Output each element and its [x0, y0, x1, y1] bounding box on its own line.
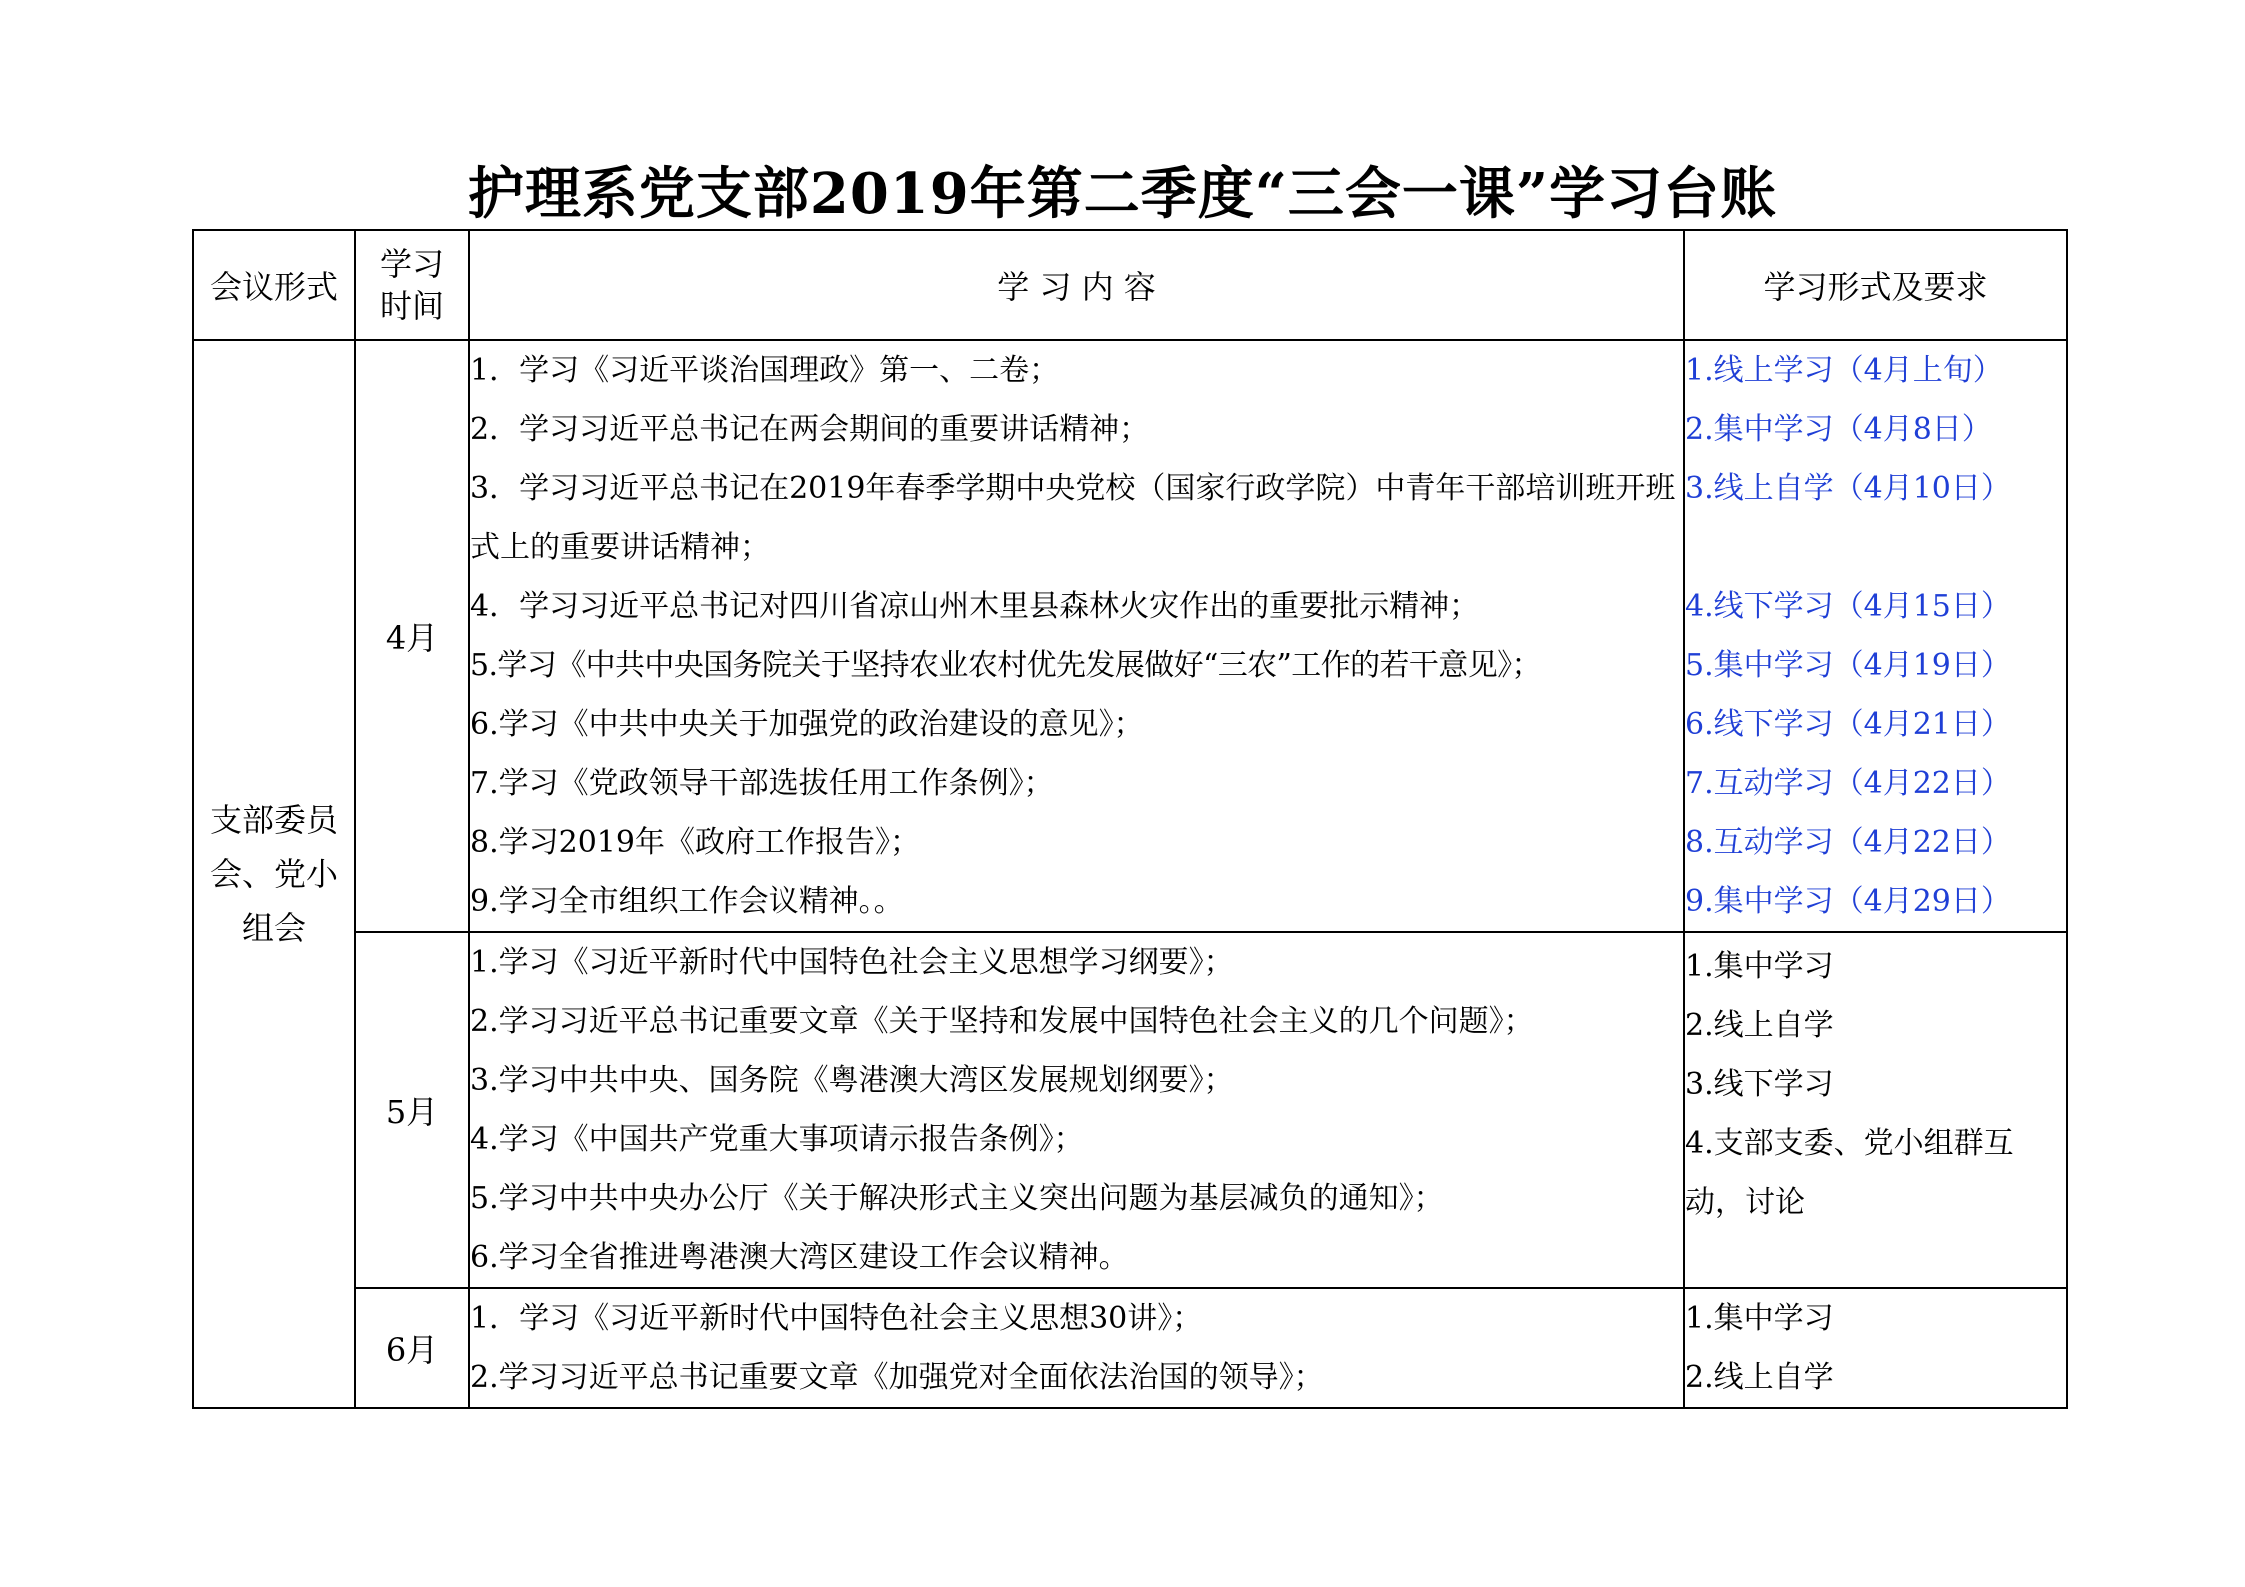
april-row: [193, 340, 2067, 932]
header-meeting-type: 会议形式: [193, 230, 355, 340]
header-time-line1: 学习: [379, 245, 444, 283]
content-item: 1．学习《习近平谈治国理政》第一、二卷；: [470, 353, 1060, 388]
content-item: 2.学习习近平总书记重要文章《加强党对全面依法治国的领导》；: [470, 1360, 1324, 1395]
form-item: 4.支部支委、党小组群互动，讨论: [1685, 1126, 2014, 1220]
page-title: 护理系党支部2019年第二季度“三会一课”学习台账: [467, 161, 1778, 227]
header-study-time: [355, 230, 469, 340]
form-item: 3.线下学习: [1685, 1067, 1834, 1102]
june-row: [193, 1288, 2067, 1408]
content-cell-june: [469, 1288, 1684, 1408]
form-item: 1.集中学习: [1685, 949, 1834, 984]
form-item: 5.集中学习（4月19日）: [1685, 648, 2011, 683]
month-cell-june: 6月: [355, 1288, 469, 1408]
may-row: [193, 932, 2067, 1288]
content-item: 8.学习2019年《政府工作报告》；: [470, 825, 920, 860]
header-content: 学 习 内 容: [469, 230, 1684, 340]
meeting-type-line: 会、党小: [209, 855, 338, 893]
meeting-type-cell: [193, 340, 355, 1408]
form-cell-april: [1684, 340, 2067, 932]
form-item: 8.互动学习（4月22日）: [1685, 825, 2011, 860]
form-item: 2.线上自学: [1685, 1008, 1834, 1043]
content-item: 2．学习习近平总书记在两会期间的重要讲话精神；: [470, 412, 1150, 447]
form-item: 2.线上自学: [1685, 1360, 1834, 1395]
form-item: 1.线上学习（4月上旬）: [1685, 353, 2003, 388]
header-row: [193, 230, 2067, 340]
header-form: 学习形式及要求: [1684, 230, 2067, 340]
content-item: 4.学习《中国共产党重大事项请示报告条例》；: [470, 1122, 1084, 1157]
form-item: 9.集中学习（4月29日）: [1685, 884, 2011, 919]
form-item: 4.线下学习（4月15日）: [1685, 589, 2011, 624]
content-item: 7.学习《党政领导干部选拔任用工作条例》；: [470, 766, 1054, 801]
form-item: 1.集中学习: [1685, 1301, 1834, 1336]
meeting-type-line: 组会: [241, 909, 306, 947]
content-item: 3．学习习近平总书记在2019年春季学期中央党校（国家行政学院）中青年干部培训班开班式上的重要讲话精神；: [470, 471, 1676, 565]
content-item: 6.学习《中共中央关于加强党的政治建设的意见》；: [470, 707, 1144, 742]
form-cell-june: [1684, 1288, 2067, 1408]
form-item: 7.互动学习（4月22日）: [1685, 766, 2011, 801]
content-item: 6.学习全省推进粤港澳大湾区建设工作会议精神。: [470, 1240, 1129, 1275]
form-item: 3.线上自学（4月10日）: [1685, 471, 2011, 506]
form-cell-may: [1684, 932, 2067, 1288]
content-item: 1.学习《习近平新时代中国特色社会主义思想学习纲要》；: [470, 945, 1234, 980]
month-cell-april: 4月: [355, 340, 469, 932]
form-item: 2.集中学习（4月8日）: [1685, 412, 1992, 447]
content-item: 5.学习《中共中央国务院关于坚持农业农村优先发展做好“三农”工作的若干意见》；: [470, 648, 1541, 683]
header-time-line2: 时间: [379, 287, 444, 325]
content-item: 5.学习中共中央办公厅《关于解决形式主义突出问题为基层减负的通知》；: [470, 1181, 1444, 1216]
content-cell-april: [469, 340, 1684, 932]
content-item: 3.学习中共中央、国务院《粤港澳大湾区发展规划纲要》；: [470, 1063, 1234, 1098]
meeting-type-line: 支部委员: [209, 801, 338, 839]
content-cell-may: [469, 932, 1684, 1288]
month-cell-may: 5月: [355, 932, 469, 1288]
form-item: 6.线下学习（4月21日）: [1685, 707, 2011, 742]
study-ledger-table: [192, 229, 2068, 1409]
content-item: 9.学习全市组织工作会议精神。。: [470, 884, 904, 919]
content-item: 2.学习习近平总书记重要文章《关于坚持和发展中国特色社会主义的几个问题》；: [470, 1004, 1534, 1039]
content-item: 1．学习《习近平新时代中国特色社会主义思想30讲》；: [470, 1301, 1203, 1336]
form-spacer: [1685, 518, 2066, 577]
content-item: 4．学习习近平总书记对四川省凉山州木里县森林火灾作出的重要批示精神；: [470, 589, 1480, 624]
